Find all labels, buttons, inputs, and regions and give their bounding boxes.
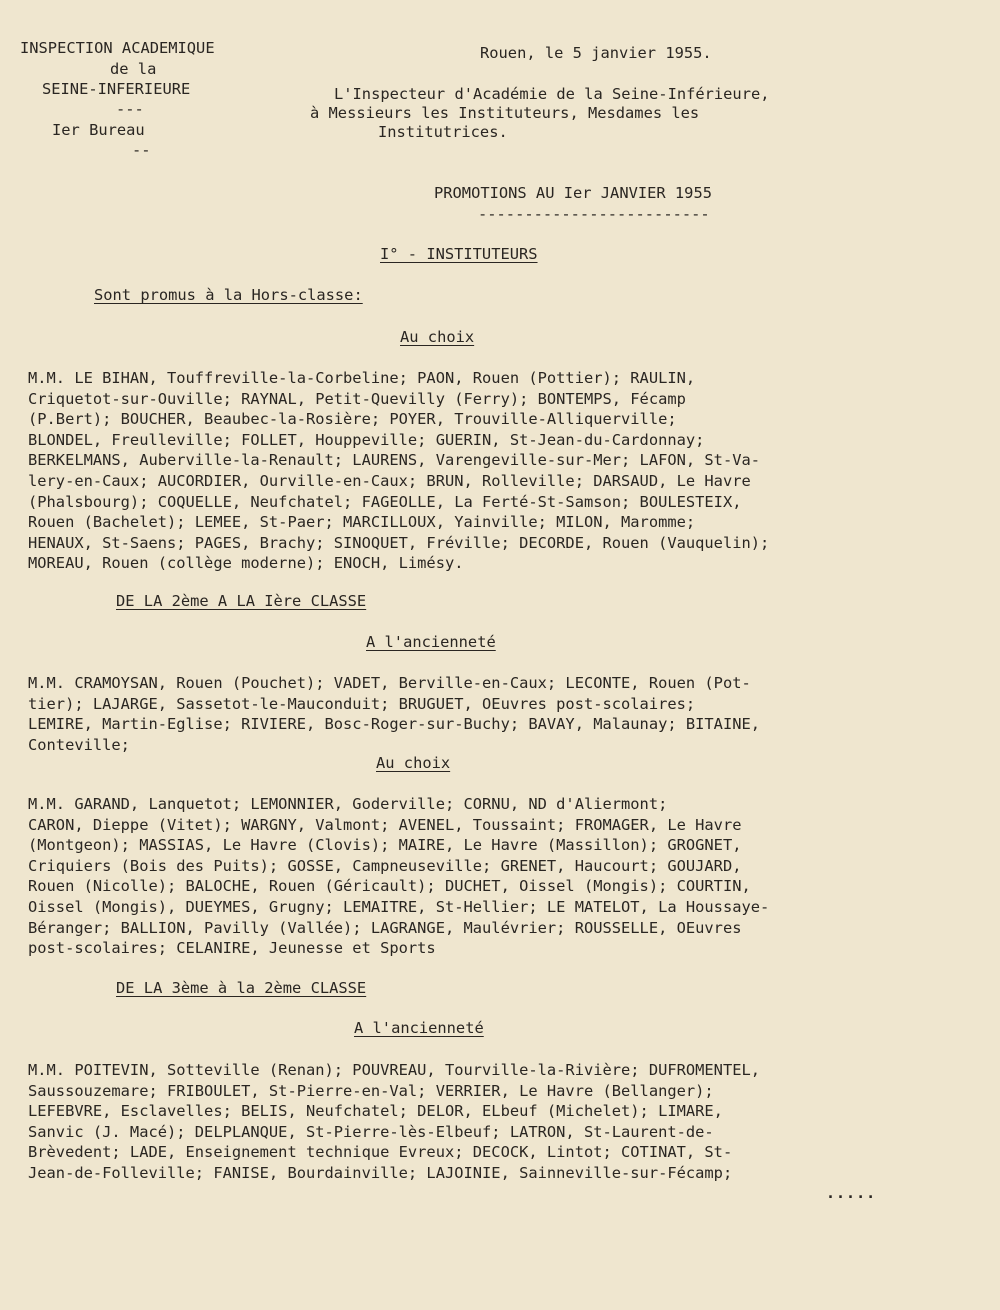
list-line: BERKELMANS, Auberville-la-Renault; LAURENS, Varengeville-sur-Mer; LAFON, St-Va- (28, 451, 761, 470)
list-line: (Montgeon); MASSIAS, Le Havre (Clovis); MAIRE, Le Havre (Massillon); GROGNET, (28, 836, 742, 855)
list-line: LEMIRE, Martin-Eglise; RIVIERE, Bosc-Roger-sur-Buchy; BAVAY, Malaunay; BITAINE, (28, 715, 761, 734)
header-institution-de-la: de la (110, 60, 157, 78)
list-line: M.M. POITEVIN, Sotteville (Renan); POUVREAU, Tourville-la-Rivière; DUFROMENTEL, (28, 1061, 761, 1079)
list-line: lery-en-Caux; AUCORDIER, Ourville-en-Caux; BRUN, Rolleville; DARSAUD, Le Havre (28, 471, 751, 490)
header-bureau: Ier Bureau (52, 121, 145, 139)
header-divider-2: -- (132, 141, 151, 159)
list-line: CARON, Dieppe (Vitet); WARGNY, Valmont; AVENEL, Toussaint; FROMAGER, Le Havre (28, 815, 742, 834)
list-line: BLONDEL, Freulleville; FOLLET, Houppeville; GUERIN, St-Jean-du-Cardonnay; (28, 430, 705, 449)
classe-2-1-choix-heading: Au choix (376, 754, 451, 772)
header-divider-1: --- (116, 100, 144, 118)
list-line: Sanvic (J. Macé); DELPLANQUE, St-Pierre-lès-Elbeuf; LATRON, St-Laurent-de- (28, 1122, 714, 1141)
list-line: M.M. CRAMOYSAN, Rouen (Pouchet); VADET, Berville-en-Caux; LECONTE, Rouen (Pot- (28, 674, 751, 692)
address-line-1: L'Inspecteur d'Académie de la Seine-Inférieure, (334, 85, 770, 103)
list-line: M.M. LE BIHAN, Touffreville-la-Corbeline; PAON, Rouen (Pottier); RAULIN, (28, 369, 696, 387)
list-line: Conteville; (28, 735, 130, 754)
classe-2-1-heading: DE LA 2ème A LA Ière CLASSE (116, 592, 367, 610)
classe-2-1-anciennete-heading: A l'ancienneté (366, 633, 496, 651)
list-line: HENAUX, St-Saens; PAGES, Brachy; SINOQUET, Fréville; DECORDE, Rouen (Vauquelin); (28, 533, 770, 552)
letter-date: Rouen, le 5 janvier 1955. (480, 44, 712, 62)
list-line: (Phalsbourg); COQUELLE, Neufchatel; FAGEOLLE, La Ferté-St-Samson; BOULESTEIX, (28, 492, 742, 511)
address-line-2: à Messieurs les Instituteurs, Mesdames les (310, 104, 700, 122)
list-line: Rouen (Nicolle); BALOCHE, Rouen (Géricault); DUCHET, Oissel (Mongis); COURTIN, (28, 877, 751, 896)
classe-3-2-anciennete-heading: A l'ancienneté (354, 1019, 484, 1037)
classe-3-2-heading: DE LA 3ème à la 2ème CLASSE (116, 979, 367, 997)
hors-classe-choix-heading: Au choix (400, 328, 475, 346)
list-line: Jean-de-Folleville; FANISE, Bourdainville; LAJOINIE, Sainneville-sur-Fécamp; (28, 1163, 733, 1182)
list-line: Criquetot-sur-Ouville; RAYNAL, Petit-Quevilly (Ferry); BONTEMPS, Fécamp (28, 389, 686, 408)
header-department: SEINE-INFERIEURE (42, 80, 191, 98)
hors-classe-list (28, 368, 928, 574)
list-line: M.M. GARAND, Lanquetot; LEMONNIER, Goderville; CORNU, ND d'Aliermont; (28, 795, 668, 813)
classe-3-2-anciennete-list (28, 1060, 928, 1184)
list-line: (P.Bert); BOUCHER, Beaubec-la-Rosière; POYER, Trouville-Alliquerville; (28, 410, 677, 429)
continuation-dots: ..... (826, 1184, 877, 1202)
list-line: Brèvedent; LADE, Enseignement technique Evreux; DECOCK, Lintot; COTINAT, St- (28, 1143, 733, 1162)
list-line: LEFEBVRE, Esclavelles; BELIS, Neufchatel; DELOR, ELbeuf (Michelet); LIMARE, (28, 1102, 723, 1121)
list-line: Criquiers (Bois des Puits); GOSSE, Campneuseville; GRENET, Haucourt; GOUJARD, (28, 856, 742, 875)
classe-2-1-choix-list (28, 794, 928, 959)
document-title: PROMOTIONS AU Ier JANVIER 1955 (434, 184, 712, 202)
list-line: MOREAU, Rouen (collège moderne); ENOCH, Limésy. (28, 554, 464, 573)
title-underline: ------------------------- (478, 205, 710, 223)
section-heading-instituteurs: I° - INSTITUTEURS (380, 245, 538, 263)
classe-2-1-anciennete-list (28, 673, 928, 755)
list-line: post-scolaires; CELANIRE, Jeunesse et Sports (28, 939, 436, 958)
address-line-3: Institutrices. (378, 123, 508, 141)
list-line: Béranger; BALLION, Pavilly (Vallée); LAGRANGE, Maulévrier; ROUSSELLE, OEuvres (28, 918, 742, 937)
header-institution: INSPECTION ACADEMIQUE (20, 39, 215, 57)
list-line: tier); LAJARGE, Sassetot-le-Mauconduit; BRUGUET, OEuvres post-scolaires; (28, 694, 696, 713)
hors-classe-intro: Sont promus à la Hors-classe: (94, 286, 363, 304)
list-line: Rouen (Bachelet); LEMEE, St-Paer; MARCILLOUX, Yainville; MILON, Maromme; (28, 513, 696, 532)
list-line: Oissel (Mongis), DUEYMES, Grugny; LEMAITRE, St-Hellier; LE MATELOT, La Houssaye- (28, 897, 770, 916)
list-line: Saussouzemare; FRIBOULET, St-Pierre-en-Val; VERRIER, Le Havre (Bellanger); (28, 1081, 714, 1100)
